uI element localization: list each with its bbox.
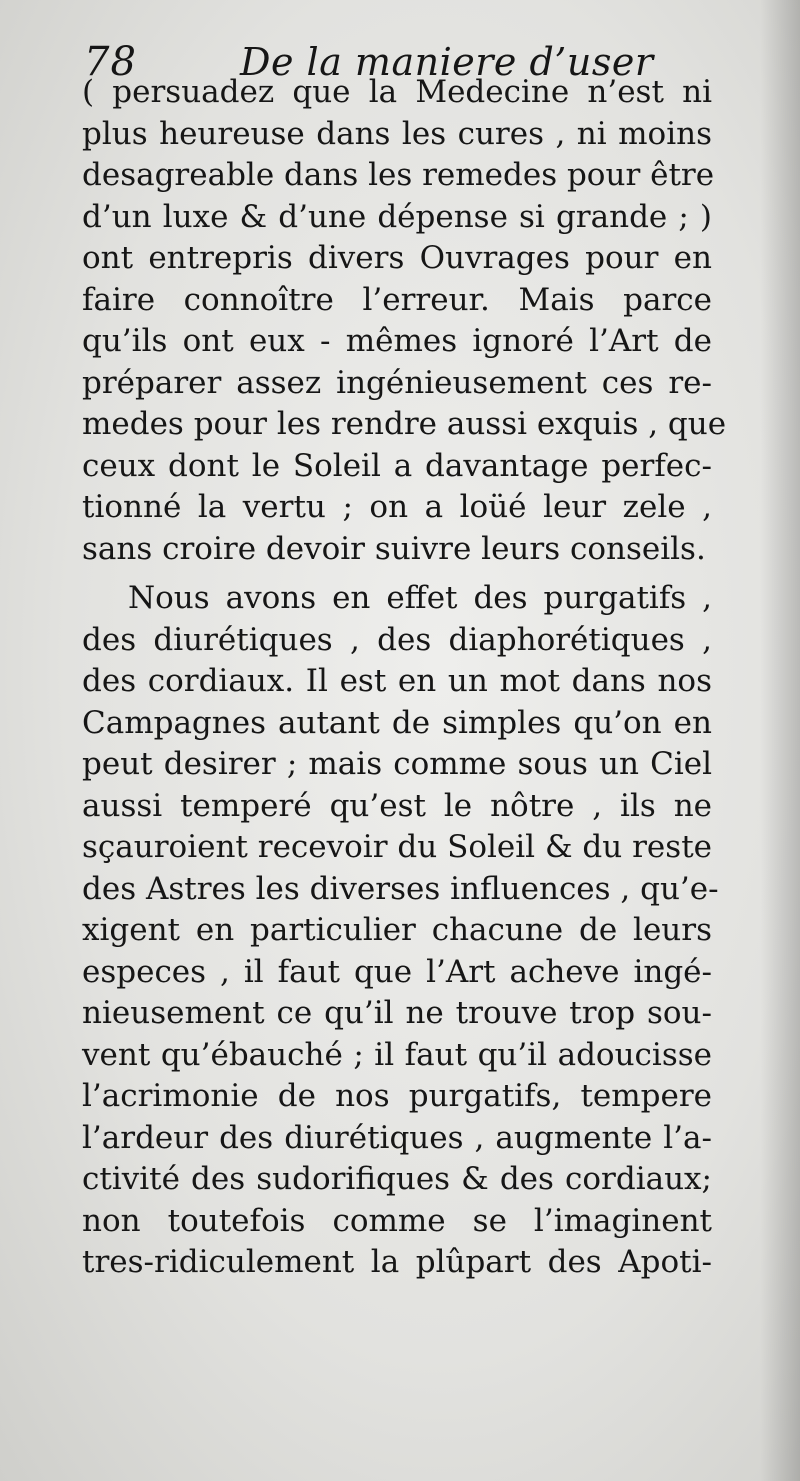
- text-line: des diurétiques , des diaphorétiques ,: [82, 621, 712, 658]
- paragraph-2: [82, 578, 719, 1284]
- text-line: ont entrepris divers Ouvrages pour en: [82, 240, 712, 276]
- text-line: nieusement ce qu’il ne trouve trop sou-: [82, 995, 712, 1031]
- text-line: des Astres les diverses influences , qu’e-: [82, 870, 719, 907]
- body-text: [82, 72, 727, 1284]
- text-line: ceux dont le Soleil a davantage perfec-: [82, 447, 712, 484]
- page-edge-shadow: [760, 0, 800, 1481]
- text-line: faire connoître l’erreur. Mais parce: [82, 281, 712, 318]
- text-line: tionné la vertu ; on a loüé leur zele ,: [82, 489, 712, 525]
- text-line: xigent en particulier chacune de leurs: [82, 912, 712, 948]
- text-line: plus heureuse dans les cures , ni moins: [82, 115, 712, 152]
- text-line: aussi temperé qu’est le nôtre , ils ne: [82, 787, 712, 824]
- text-line: préparer assez ingénieusement ces re-: [82, 364, 712, 401]
- text-line: medes pour les rendre aussi exquis , que: [82, 406, 727, 442]
- text-line: l’acrimonie de nos purgatifs, tempere: [82, 1078, 712, 1114]
- text-line: desagreable dans les remedes pour être: [82, 157, 715, 193]
- text-line: l’ardeur des diurétiques , augmente l’a-: [82, 1119, 712, 1156]
- text-line: tres-ridiculement la plûpart des Apoti-: [82, 1244, 712, 1280]
- text-line: sans croire devoir suivre leurs conseils.: [82, 530, 706, 567]
- text-line: vent qu’ébauché ; il faut qu’il adoucisse: [82, 1036, 712, 1073]
- text-line: ( persuadez que la Medecine n’est ni: [82, 74, 712, 110]
- page-number: 78: [84, 39, 137, 85]
- text-line: d’un luxe & d’une dépense si grande ; ): [82, 198, 712, 235]
- paragraph-1: [82, 72, 727, 570]
- running-head: De la maniere d’user: [240, 40, 654, 84]
- text-line: especes , il faut que l’Art acheve ingé-: [82, 953, 712, 990]
- text-line: Campagnes autant de simples qu’on en: [82, 704, 712, 741]
- paragraph-gap: [82, 570, 712, 578]
- text-line: sçauroient recevoir du Soleil & du reste: [82, 829, 712, 865]
- text-line: non toutefois comme se l’imaginent: [82, 1202, 712, 1239]
- text-line: des cordiaux. Il est en un mot dans nos: [82, 663, 712, 699]
- text-line: peut desirer ; mais comme sous un Ciel: [82, 746, 712, 782]
- text-line: qu’ils ont eux - mêmes ignoré l’Art de: [82, 323, 712, 359]
- text-line: Nous avons en effet des purgatifs ,: [128, 580, 712, 616]
- text-line: ctivité des sudorifiques & des cordiaux;: [82, 1161, 712, 1197]
